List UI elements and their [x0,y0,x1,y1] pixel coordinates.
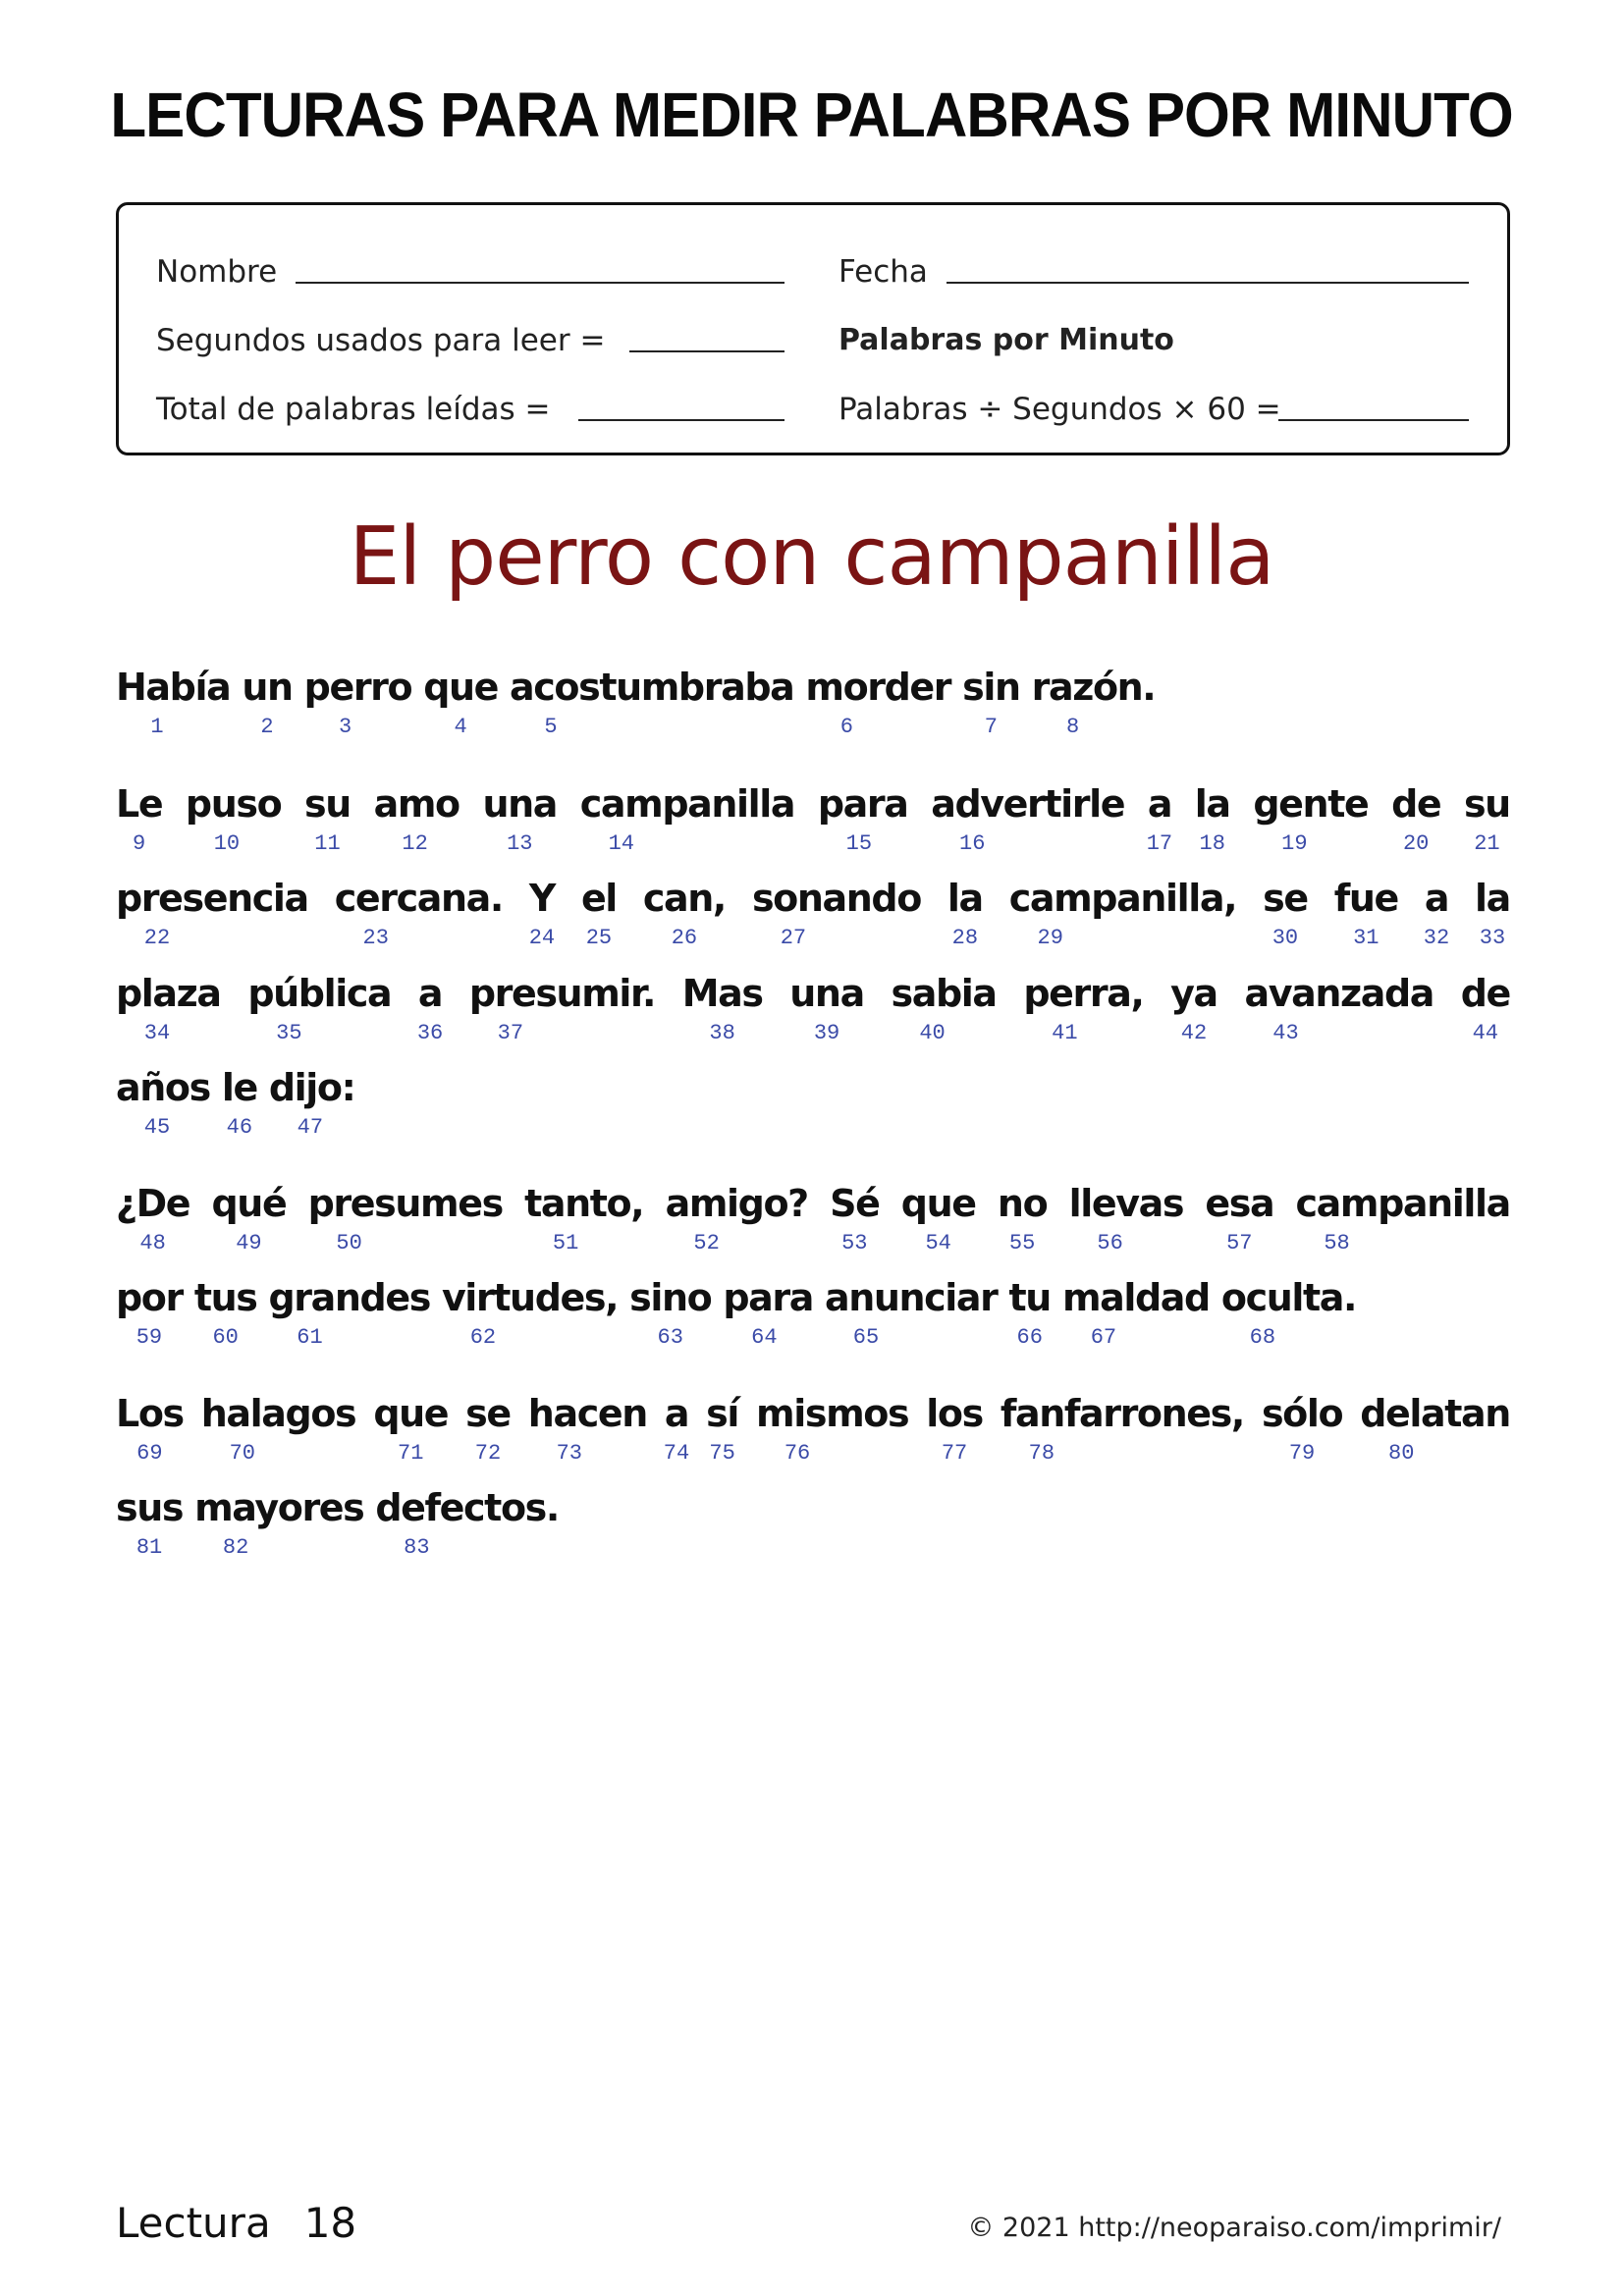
story-line [116,1392,1510,1435]
story-word: su [1463,782,1510,826]
story-word: de [1460,972,1510,1015]
story-word: campanilla, [1008,877,1237,920]
story-word: sino [629,1276,712,1319]
word-number: 18 [1199,831,1225,856]
story-word: un [242,666,293,709]
word-number: 39 [813,1021,840,1045]
word-number: 52 [693,1231,720,1255]
story-word: acostumbraba [510,666,794,709]
word-number: 55 [1008,1231,1036,1255]
story-line [116,1486,1510,1529]
story-word: una [482,782,558,826]
word-number: 10 [213,831,241,856]
word-number: 35 [276,1021,302,1045]
word-number: 66 [1016,1325,1043,1350]
story-word: presumir. [468,972,655,1015]
word-count-row [0,1021,1623,1046]
story-word: a [417,972,443,1015]
story-word: para [723,1276,813,1319]
word-number: 11 [314,831,341,856]
word-number: 7 [984,715,998,739]
word-number: 13 [507,831,533,856]
word-count-row [0,1231,1623,1256]
story-word: tus [193,1276,257,1319]
story-word: que [373,1392,449,1435]
word-number: 54 [925,1231,951,1255]
story-word: presencia [116,877,308,920]
word-count-row [0,1535,1623,1561]
formula-field[interactable] [839,392,1467,427]
story-line [116,666,1510,709]
story-word: anunciar [824,1276,998,1319]
story-word: perra, [1023,972,1144,1015]
word-number: 61 [297,1325,323,1350]
name-blank[interactable] [296,282,784,284]
word-count-row [0,926,1623,951]
word-number: 82 [222,1535,249,1560]
word-number: 31 [1353,926,1380,950]
story-line [116,877,1510,920]
word-count-row [0,1115,1623,1141]
story-word: razón. [1031,666,1156,709]
story-word: Sé [830,1182,880,1225]
story-word: a [1424,877,1449,920]
word-number: 63 [657,1325,683,1350]
word-number: 2 [260,715,274,739]
story-word: morder [805,666,951,709]
word-count-row [0,1325,1623,1351]
story-word: Los [116,1392,184,1435]
story-word: que [900,1182,976,1225]
word-number: 19 [1281,831,1308,856]
story-word: presumes [307,1182,503,1225]
story-word: ¿De [116,1182,190,1225]
word-number: 80 [1388,1441,1415,1466]
story-word: avanzada [1244,972,1434,1015]
story-word: ya [1170,972,1217,1015]
story-word: esa [1205,1182,1274,1225]
word-count-row [0,1441,1623,1467]
formula-blank[interactable] [1278,419,1469,421]
story-word: mismos [756,1392,909,1435]
word-number: 69 [136,1441,163,1466]
word-number: 44 [1472,1021,1498,1045]
word-number: 21 [1474,831,1500,856]
word-number: 36 [416,1021,444,1045]
word-count-row [0,831,1623,857]
word-number: 1 [150,715,164,739]
story-word: sonando [751,877,921,920]
story-word: mayores [194,1486,364,1529]
story-word: Mas [681,972,763,1015]
story-word: campanilla [579,782,795,826]
word-number: 17 [1146,831,1173,856]
date-label: Fecha [839,254,928,290]
story-word: Y [528,877,555,920]
story-word: maldad [1061,1276,1210,1319]
story-word: a [664,1392,689,1435]
word-number: 75 [709,1441,735,1466]
story-title: El perro con campanilla [349,510,1274,604]
formula-label: Palabras ÷ Segundos × 60 = [839,392,1281,427]
story-word: sólo [1261,1392,1343,1435]
word-number: 78 [1028,1441,1055,1466]
story-word: llevas [1068,1182,1184,1225]
word-number: 30 [1271,926,1299,950]
word-number: 53 [841,1231,868,1255]
word-number: 45 [143,1115,171,1140]
word-number: 20 [1402,831,1430,856]
word-number: 49 [236,1231,262,1255]
story-word: la [947,877,983,920]
story-word: se [1263,877,1308,920]
story-word: pública [247,972,392,1015]
word-number: 83 [404,1535,430,1560]
word-number: 72 [474,1441,502,1466]
word-number: 60 [212,1325,239,1350]
word-number: 9 [132,831,146,856]
story-word: la [1475,877,1510,920]
story-word: amigo? [665,1182,808,1225]
seconds-field[interactable] [156,323,784,358]
word-number: 76 [784,1441,811,1466]
story-word: can, [642,877,726,920]
story-word: por [116,1276,183,1319]
date-blank[interactable] [947,282,1469,284]
story-word: sin [962,666,1020,709]
word-number: 26 [671,926,698,950]
story-word: sí [706,1392,738,1435]
story-word: una [789,972,864,1015]
story-word: Le [116,782,163,826]
date-field[interactable] [839,254,1467,290]
copyright-notice: © 2021 http://neoparaiso.com/imprimir/ [967,2213,1501,2243]
story-word: tanto, [524,1182,644,1225]
story-word: delatan [1360,1392,1510,1435]
story-word: fue [1333,877,1398,920]
story-line [116,1066,1510,1109]
story-word: halagos [200,1392,356,1435]
story-word: no [997,1182,1048,1225]
word-number: 65 [852,1325,880,1350]
word-number: 68 [1249,1325,1276,1350]
word-number: 22 [143,926,171,950]
word-number: 23 [362,926,389,950]
word-number: 56 [1097,1231,1123,1255]
word-number: 77 [941,1441,968,1466]
word-number: 64 [751,1325,778,1350]
story-word: plaza [116,972,221,1015]
word-number: 62 [469,1325,497,1350]
story-word: sabia [891,972,997,1015]
story-word: Había [116,666,231,709]
word-number: 47 [297,1115,324,1140]
word-number: 41 [1052,1021,1078,1045]
student-info-box [116,202,1510,455]
word-number: 73 [556,1441,582,1466]
word-number: 24 [528,926,556,950]
word-number: 5 [544,715,558,739]
seconds-label: Segundos usados para leer = [156,323,606,358]
page-title: LECTURAS PARA MEDIR PALABRAS POR MINUTO [110,80,1513,150]
story-word: de [1391,782,1441,826]
word-number: 51 [552,1231,579,1255]
story-word: campanilla [1295,1182,1510,1225]
story-word: gente [1253,782,1369,826]
word-number: 58 [1324,1231,1350,1255]
word-number: 79 [1288,1441,1316,1466]
word-number: 48 [139,1231,166,1255]
word-number: 16 [959,831,986,856]
name-field[interactable] [156,254,784,290]
story-word: el [580,877,617,920]
word-number: 74 [663,1441,690,1466]
word-number: 15 [845,831,873,856]
story-word: su [304,782,351,826]
story-word: virtudes, [441,1276,619,1319]
word-number: 25 [585,926,613,950]
story-word: oculta. [1220,1276,1357,1319]
word-number: 38 [709,1021,735,1045]
story-word: tu [1008,1276,1051,1319]
lesson-label [116,2199,356,2247]
story-word: qué [211,1182,287,1225]
story-line [116,1276,1510,1319]
story-word: advertirle [931,782,1125,826]
lesson-word: Lectura [116,2199,271,2247]
story-word: que [423,666,499,709]
word-number: 28 [951,926,979,950]
story-word: fanfarrones, [1000,1392,1244,1435]
word-number: 59 [135,1325,163,1350]
story-word: amo [373,782,460,826]
word-number: 57 [1226,1231,1253,1255]
story-word: perro [303,666,412,709]
story-line [116,782,1510,826]
word-number: 37 [497,1021,524,1045]
word-number: 40 [919,1021,946,1045]
story-line [116,972,1510,1015]
word-number: 50 [336,1231,362,1255]
story-word: defectos. [375,1486,559,1529]
word-number: 71 [398,1441,424,1466]
word-number: 3 [339,715,352,739]
story-word: cercana. [334,877,503,920]
word-count-row [0,715,1623,740]
story-word: hacen [527,1392,647,1435]
story-word: a [1147,782,1172,826]
wpm-heading: Palabras por Minuto [839,323,1174,357]
word-number: 67 [1090,1325,1117,1350]
story-word: puso [185,782,282,826]
story-word: dijo: [268,1066,355,1109]
total-words-blank[interactable] [578,419,784,421]
story-word: la [1194,782,1230,826]
story-word: le [221,1066,257,1109]
total-words-label: Total de palabras leídas = [156,392,551,427]
word-number: 4 [454,715,467,739]
story-word: se [465,1392,511,1435]
word-number: 81 [135,1535,163,1560]
word-number: 46 [226,1115,253,1140]
story-word: sus [116,1486,184,1529]
word-number: 43 [1272,1021,1299,1045]
word-number: 12 [402,831,428,856]
lesson-number: 18 [303,2199,357,2247]
word-number: 14 [608,831,634,856]
story-word: para [817,782,908,826]
story-line [116,1182,1510,1225]
word-number: 29 [1037,926,1063,950]
word-number: 70 [229,1441,255,1466]
word-number: 32 [1423,926,1450,950]
word-number: 27 [780,926,807,950]
story-word: grandes [268,1276,430,1319]
word-number: 42 [1180,1021,1208,1045]
word-number: 33 [1479,926,1506,950]
word-number: 8 [1066,715,1080,739]
word-number: 34 [143,1021,171,1045]
story-word: años [116,1066,210,1109]
seconds-blank[interactable] [629,350,784,352]
word-number: 6 [839,715,853,739]
story-word: los [926,1392,983,1435]
name-label: Nombre [156,254,278,290]
total-words-field[interactable] [156,392,784,427]
